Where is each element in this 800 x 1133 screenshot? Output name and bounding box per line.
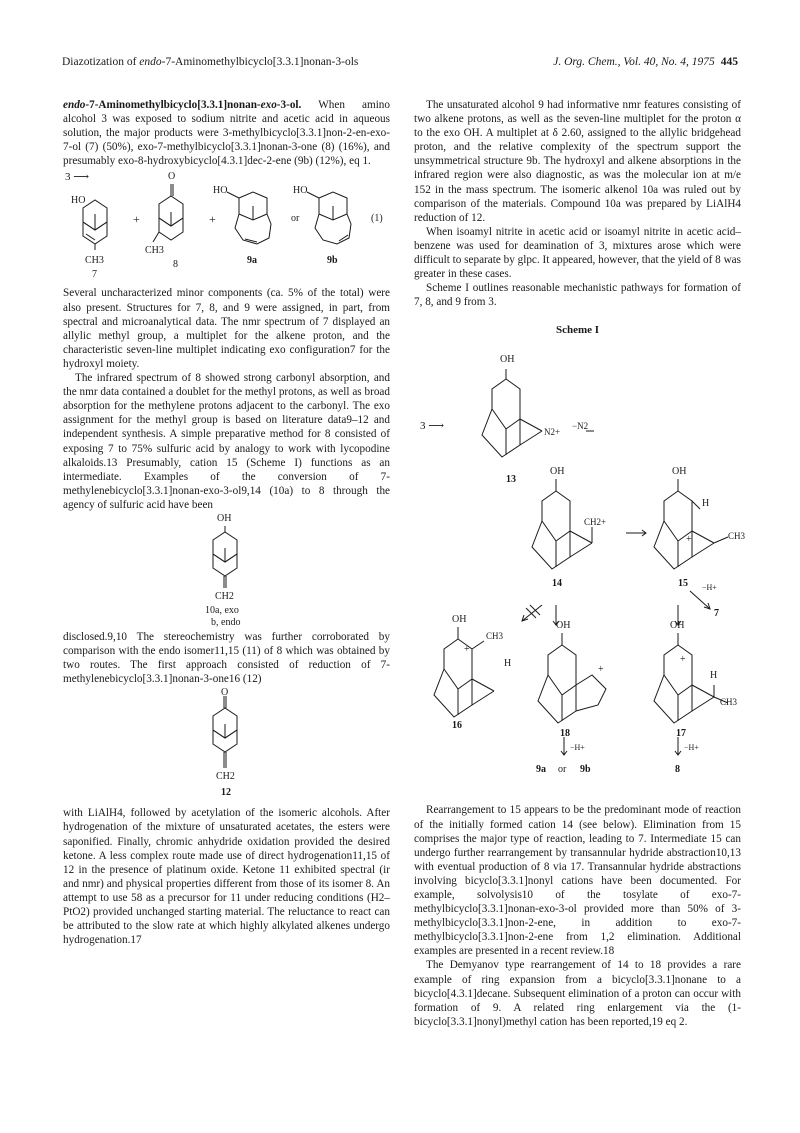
fig10-oh: OH: [217, 512, 232, 524]
fig10-ch2: CH2: [215, 590, 234, 602]
left-column: [63, 98, 390, 947]
scheme-14-oh: OH: [550, 466, 565, 478]
section-paragraph-1: endo-7-Aminomethylbicyclo[3.3.1]nonan-exo-3-ol. When amino alcohol 3 was exposed to sodium nitrite and acetic acid in aqueous solution, the major products were 3-methylbicyclo[3.3.1]non-2-en-exo-7-ol (7) (50%), exo-7-methylbicyclo[3.3.1]nonan-3-one (8) (16%), and presumably exo-8-hydroxybicyclo[4.3.1]dec-2-ene (9b) (12%), eq 1.: [63, 99, 390, 168]
scheme-17-oh: OH: [670, 620, 685, 632]
paragraph-structures: Several uncharacterized minor components (ca. 5% of the total) were also present. Structures for 7, 8, and 9 were assigned, in part, from spectral and microanalytical data. The nmr spectrum of 7 displayed an allylic methyl group, a multiplet for the alkene proton, and the characteristic seven-line multiplet indicating exo configuration7 for the hydroxyl moiety.: [63, 287, 390, 370]
scheme-label-15: 15: [678, 578, 688, 590]
scheme-label-7: 7: [714, 608, 719, 620]
structure-9a: [227, 192, 271, 244]
scheme-15-oh: OH: [672, 466, 687, 478]
fig10-label-a: 10a, exo: [205, 604, 239, 616]
eq1-ch3-7: CH3: [85, 255, 104, 267]
paragraph-reduction: with LiAlH4, followed by acetylation of the isomeric alcohols. After hydrogenation of the mixture of unsaturated acetates, the esters were saponified. Finally, chromic anhydride oxidation provided the desired ketone. A less complex route made use of direct hydrogenation11,15 of 12 in the presence of platinum oxide. Ketone 11 exhibited spectral (ir and nmr) and physical properties different from those of its isomer 8. An attempt to use 58 as a precursor for 11 under reducing conditions (H2–PtO2) provided unchanged starting material. The reluctance to react can be attributed to the slow rate at which highly alkylated alkenes undergo hydrogenation.17: [63, 807, 390, 947]
figure-12: [63, 686, 390, 802]
scheme-15-plus: +: [686, 534, 692, 546]
eq1-start: 3 ⟶: [65, 171, 90, 184]
scheme-18-plus: +: [598, 664, 604, 676]
scheme-label-18: 18: [560, 728, 570, 740]
eq1-plus-2: +: [209, 212, 216, 227]
scheme-17-h: H: [710, 670, 718, 682]
running-header-journal: [553, 56, 738, 68]
scheme-title: Scheme I: [555, 324, 600, 337]
scheme-17-minus-h: −H+: [684, 743, 699, 753]
paragraph-infrared-8: The infrared spectrum of 8 showed strong carbonyl absorption, and the nmr data contained a doublet for the methyl protons, as well as broad absorption for the methylene protons adjacent to the carbonyl. The exo assignment for the methyl group is based on literature data9–12 and independent synthesis. A simple preparative method for 8 consisted of exposing 7 to 75% sulfuric acid by analogy to work with lycopodine alkaloids.13 Presumably, cation 15 (Scheme I) functions as an intermediate. Examples of the conversion of 7-methylenebicyclo[3.3.1]nonan-exo-3-ol9,14 (10a) to 8 through the agency of sulfuric acid have been: [63, 372, 390, 511]
eq1-ch3-8: CH3: [145, 245, 164, 257]
eq1-label-7: 7: [92, 269, 97, 281]
paragraph-demyanov: The Demyanov type rearrangement of 14 to 18 provides a rare example of ring expansion from a bicyclo[3.3.1]nonane to a bicyclo[4.3.1]decane. Subsequent elimination of a proton can occur with formation of 9. A related ring enlargement via the (1-bicyclo[3.3.1]nonyl)methyl cation has been reported,19 eq 2.: [414, 959, 741, 1028]
scheme-label-9a: 9a: [536, 764, 546, 776]
scheme-15-ch3: CH3: [728, 531, 746, 542]
scheme-17-plus: +: [680, 654, 686, 666]
equation-1: [63, 168, 390, 286]
scheme-16-ch3: CH3: [486, 631, 504, 642]
structure-14: [532, 479, 592, 569]
fig12-label: 12: [221, 787, 231, 799]
scheme-15-minus-h: −H+: [702, 583, 717, 593]
section-title: endo-7-Aminomethylbicyclo[3.3.1]nonan-exo-3-ol.: [63, 99, 302, 111]
eq1-number: (1): [371, 213, 383, 225]
structure-15: [654, 479, 728, 569]
scheme-17-ch3: CH3: [720, 697, 738, 708]
eq1-o: O: [168, 171, 176, 183]
journal-citation: J. Org. Chem., Vol. 40, No. 4, 1975: [553, 56, 715, 68]
fig10-label-b: b, endo: [211, 616, 241, 628]
fig12-o: O: [221, 687, 229, 699]
scheme-minus-n2: −N2: [572, 421, 589, 432]
scheme-label-14: 14: [552, 578, 562, 590]
scheme-label-16: 16: [452, 720, 462, 732]
paragraph-isoamyl: When isoamyl nitrite in acetic acid or isoamyl nitrite in acetic acid–benzene was used for deamination of 3, mixtures arose which were difficult to separate by glpc. It appeared, however, that the yield of 8 was greater in these cases.: [414, 225, 741, 281]
eq1-ho-7: HO: [71, 195, 86, 207]
eq1-ho-9b: HO: [293, 185, 308, 197]
eq1-label-8: 8: [173, 259, 178, 271]
structure-16: [434, 627, 494, 717]
page-number: 445: [720, 56, 738, 68]
scheme-or: or: [558, 764, 567, 776]
figure-10: [63, 512, 390, 628]
running-header-title: Diazotization of endo-7-Aminomethylbicyclo[3.3.1]nonan-3-ols: [62, 56, 359, 68]
scheme-label-9b: 9b: [580, 764, 591, 776]
eq1-or: or: [291, 213, 300, 225]
scheme-ch2plus: CH2+: [584, 517, 607, 528]
eq1-plus-1: +: [133, 212, 140, 227]
scheme-13-oh: OH: [500, 354, 515, 366]
scheme-start: 3 ⟶: [420, 420, 445, 433]
structure-8: [153, 184, 183, 242]
scheme-label-8: 8: [675, 764, 680, 776]
structure-13: [482, 369, 542, 457]
scheme-18-oh: OH: [556, 620, 571, 632]
eq1-label-9a: 9a: [247, 255, 257, 267]
scheme-label-17: 17: [676, 728, 686, 740]
scheme-1: [414, 323, 746, 793]
scheme-16-plus: +: [464, 644, 470, 656]
scheme-label-13: 13: [506, 474, 516, 486]
right-column: [414, 98, 746, 1029]
scheme-16-oh: OH: [452, 614, 467, 626]
paragraph-stereochemistry: disclosed.9,10 The stereochemistry was further corroborated by comparison with the endo isomer11,15 (11) of 8 which was obtained by two routes. The first approach consisted of reduction of 7-methylenebicyclo[3.3.1]nonan-3-one16 (12): [63, 630, 390, 686]
paragraph-scheme-intro: Scheme I outlines reasonable mechanistic pathways for formation of 7, 8, and 9 from 3.: [414, 282, 741, 309]
scheme-15-h: H: [702, 498, 710, 510]
scheme-18-minus-h: −H+: [570, 743, 585, 753]
scheme-1-structures: [414, 323, 741, 793]
fig12-ch2: CH2: [216, 771, 235, 783]
structure-18: [538, 633, 606, 723]
scheme-n2: N2+: [544, 427, 561, 438]
eq1-label-9b: 9b: [327, 255, 338, 267]
scheme-16-h: H: [504, 658, 512, 670]
structure-9b: [307, 192, 351, 244]
structure-7: [83, 200, 107, 250]
paragraph-rearrangement: Rearrangement to 15 appears to be the predominant mode of reaction of the initially formed cation 14 (see below). Elimination from 15 comprises the major type of reaction, leading to 7. Intermediate 15 can undergo further rearrangement by transannular hydride abstraction10,13 with eventual production of 8 via 17. Transannular hydride abstractions involving bicyclo[3.3.1]nonyl cations have been documented. For example, solvolysis10 of the tosylate of exo-7-methylbicyclo[3.3.1]nonan-exo-3-ol provided more than 50% of 3-methylbicyclo[3.3.1]non-2-ene, in addition to exo-7-methylbicyclo[3.3.1]non-2-ene from 1,2 elimination. Additional examples are presented in a recent review.18: [414, 804, 741, 958]
eq1-ho-9a: HO: [213, 185, 228, 197]
structure-12: [63, 686, 390, 802]
paragraph-alcohol-9: The unsaturated alcohol 9 had informative nmr features consisting of two alkene protons, as well as the seven-line multiplet for the proton α to the exo OH. A multiplet at δ 2.60, assigned to the allylic bridgehead proton, and the relative complexity of the spectrum support the unsymmetrical structure 9b. The hydroxyl and alkene absorptions in the infrared region were also diagnostic, as was the molecular ion at m/e 152 in the mass spectrum. The isomeric alkenol 10a was ruled out by comparison of the materials. Compound 10a was prepared by LiAlH4 reduction of 12.: [414, 99, 741, 224]
